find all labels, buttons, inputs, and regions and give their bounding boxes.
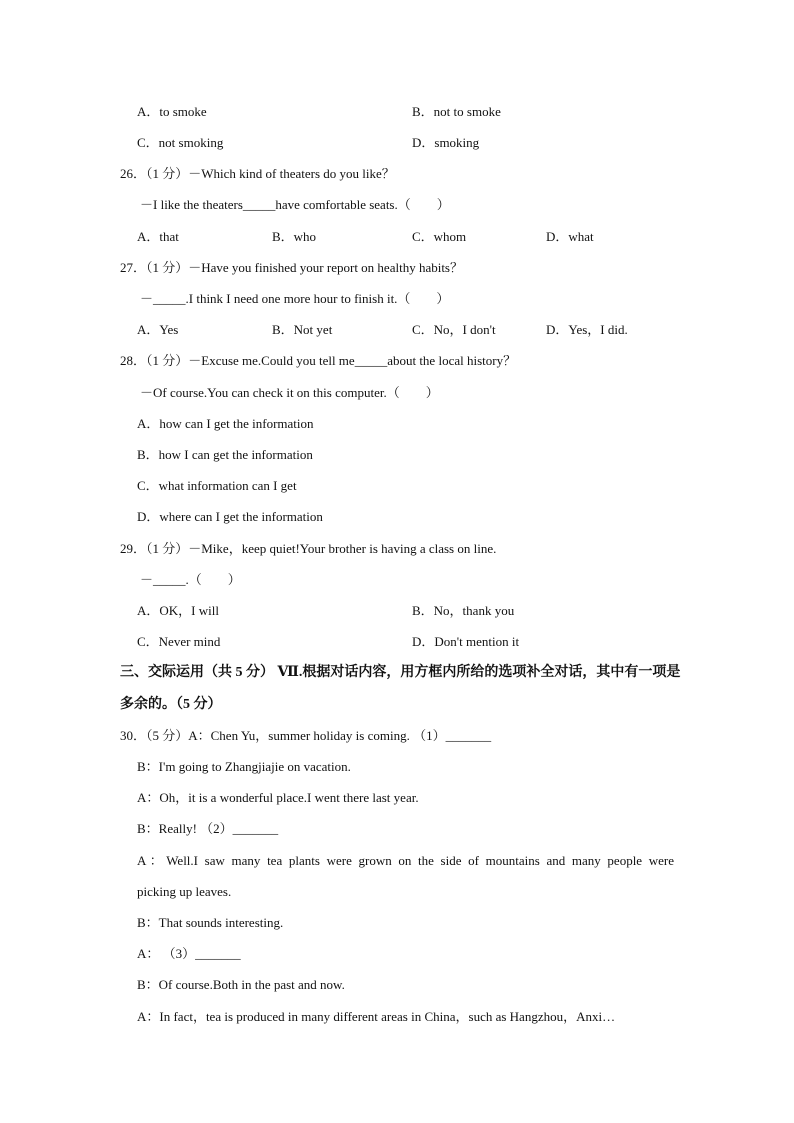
q30-line-3: A：Oh，it is a wonderful place.I went there last year.: [137, 790, 419, 805]
q30-line-6: picking up leaves.: [137, 884, 232, 899]
q29-option-b: B．No，thank you: [412, 603, 515, 618]
q28-option-c: C．what information can I get: [137, 478, 297, 493]
q30-line-5: A：Well.I saw many tea plants were grown on the side of mountains and many people were: [137, 853, 674, 868]
q26-stem: 26．（1 分）－Which kind of theaters do you like？: [120, 166, 395, 181]
section-heading-cont: 多余的。（5 分）: [120, 697, 222, 712]
q30-line-1: 30．（5 分）A：Chen Yu，summer holiday is coming. （1）_______: [120, 728, 492, 743]
q29-option-a: A．OK，I will: [137, 603, 219, 618]
q29-stem: 29．（1 分）－Mike，keep quiet!Your brother is having a class on line.: [120, 541, 497, 556]
q30-line-10: A：In fact，tea is produced in many different areas in China，such as Hangzhou，Anxi…: [137, 1009, 616, 1024]
section-heading: 三、交际运用（共 5 分） Ⅶ.根据对话内容，用方框内所给的选项补全对话，其中有一项是: [120, 665, 681, 680]
q26-option-b: B．who: [272, 229, 317, 244]
q25-option-d: D．smoking: [412, 135, 480, 150]
q28-option-b: B．how I can get the information: [137, 447, 313, 462]
q28-option-a: A．how can I get the information: [137, 416, 314, 431]
q26-response: －I like the theaters_____have comfortable seats.（ ）: [140, 197, 450, 212]
q29-option-d: D．Don't mention it: [412, 634, 520, 649]
q25-option-b: B．not to smoke: [412, 104, 501, 119]
q28-response: －Of course.You can check it on this computer.（ ）: [140, 385, 439, 400]
q27-option-a: A．Yes: [137, 322, 179, 337]
q30-line-7: B：That sounds interesting.: [137, 915, 284, 930]
q25-option-c: C．not smoking: [137, 135, 224, 150]
q29-option-c: C．Never mind: [137, 634, 221, 649]
q26-option-a: A．that: [137, 229, 179, 244]
q29-response: －_____.（ ）: [140, 572, 241, 587]
q27-response: －_____.I think I need one more hour to finish it.（ ）: [140, 291, 450, 306]
q26-option-d: D．what: [546, 229, 594, 244]
q27-option-c: C．No，I don't: [412, 322, 496, 337]
q26-option-c: C．whom: [412, 229, 467, 244]
q28-option-d: D．where can I get the information: [137, 509, 323, 524]
q25-option-a: A．to smoke: [137, 104, 207, 119]
q30-line-8: A： （3）_______: [137, 946, 241, 961]
q27-stem: 27．（1 分）－Have you finished your report on healthy habits？: [120, 260, 463, 275]
q27-option-b: B．Not yet: [272, 322, 333, 337]
q30-line-9: B：Of course.Both in the past and now.: [137, 977, 345, 992]
q28-stem: 28．（1 分）－Excuse me.Could you tell me_____about the local history？: [120, 353, 517, 368]
q30-line-2: B：I'm going to Zhangjiajie on vacation.: [137, 759, 351, 774]
q30-line-4: B：Really! （2）_______: [137, 821, 279, 836]
q27-option-d: D．Yes，I did.: [546, 322, 628, 337]
